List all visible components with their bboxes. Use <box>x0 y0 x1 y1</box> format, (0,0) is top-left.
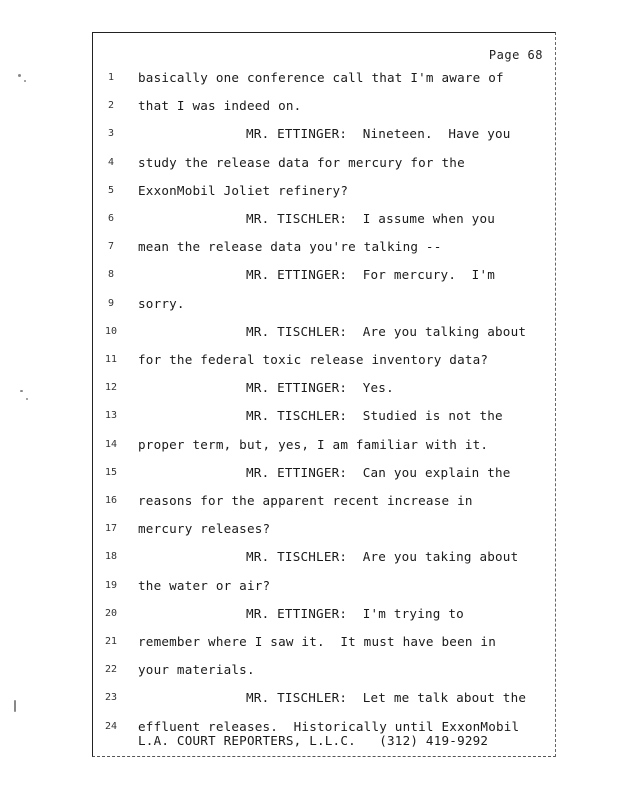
transcript-line: basically one conference call that I'm aware of <box>138 70 504 85</box>
line-number: 19 <box>104 579 118 591</box>
line-number: 15 <box>104 466 118 478</box>
scan-speck <box>20 390 23 392</box>
transcript-line: remember where I saw it. It must have been in <box>138 634 496 649</box>
transcript-line: mercury releases? <box>138 521 271 537</box>
transcript-line: MR. TISCHLER: Let me talk about the <box>246 690 527 706</box>
line-number: 10 <box>104 325 118 337</box>
scan-speck <box>26 398 28 400</box>
transcript-line: MR. ETTINGER: I'm trying to <box>246 605 464 621</box>
line-number: 8 <box>107 269 115 281</box>
transcript-line: effluent releases. Historically until ExxonMobil <box>138 718 520 734</box>
line-number: 16 <box>104 495 118 506</box>
transcript-line: MR. TISCHLER: I assume when you <box>246 211 496 226</box>
line-number: 20 <box>104 607 118 619</box>
line-number: 3 <box>107 128 115 140</box>
line-number: 22 <box>104 664 118 676</box>
line-number: 12 <box>104 382 118 394</box>
transcript-line: your materials. <box>138 662 255 678</box>
line-number: 2 <box>107 100 115 112</box>
line-number: 23 <box>104 692 118 704</box>
scan-speck <box>24 80 26 82</box>
court-reporter-footer: L.A. COURT REPORTERS, L.L.C. (312) 419-9292 <box>138 733 489 748</box>
line-number: 5 <box>107 184 115 196</box>
line-number: 18 <box>104 551 118 563</box>
transcript-line: proper term, but, yes, I am familiar with it. <box>138 436 489 452</box>
line-number: 13 <box>104 410 118 422</box>
transcript-line: reasons for the apparent recent increase in <box>138 493 473 508</box>
transcript-line: for the federal toxic release inventory data? <box>138 352 489 367</box>
transcript-line: ExxonMobil Joliet refinery? <box>138 182 349 198</box>
line-number: 24 <box>104 720 118 732</box>
scan-speck <box>18 74 21 77</box>
line-number: 9 <box>107 297 115 309</box>
transcript-line: MR. ETTINGER: For mercury. I'm <box>246 267 496 283</box>
line-number: 21 <box>104 636 118 647</box>
line-number: 14 <box>104 438 118 450</box>
scan-speck <box>14 700 16 712</box>
transcript-line: mean the release data you're talking -- <box>138 239 442 255</box>
line-number: 1 <box>107 72 115 83</box>
transcript-line: MR. ETTINGER: Yes. <box>246 380 394 396</box>
transcript-line: MR. ETTINGER: Nineteen. Have you <box>246 126 511 142</box>
transcript-line: MR. TISCHLER: Are you taking about <box>246 549 519 565</box>
transcript-line: the water or air? <box>138 577 271 593</box>
line-number: 6 <box>107 213 115 224</box>
transcript-line: MR. TISCHLER: Studied is not the <box>246 408 503 424</box>
page-number: Page 68 <box>488 48 543 62</box>
transcript-line: that I was indeed on. <box>138 98 302 114</box>
transcript-line: MR. TISCHLER: Are you talking about <box>246 323 527 339</box>
transcript-line: sorry. <box>138 295 185 311</box>
line-number: 11 <box>104 354 118 365</box>
line-number: 7 <box>107 241 115 253</box>
line-number: 4 <box>107 156 115 168</box>
transcript-line: MR. ETTINGER: Can you explain the <box>246 464 511 480</box>
transcript-line: study the release data for mercury for the <box>138 154 465 170</box>
line-number: 17 <box>104 523 118 535</box>
